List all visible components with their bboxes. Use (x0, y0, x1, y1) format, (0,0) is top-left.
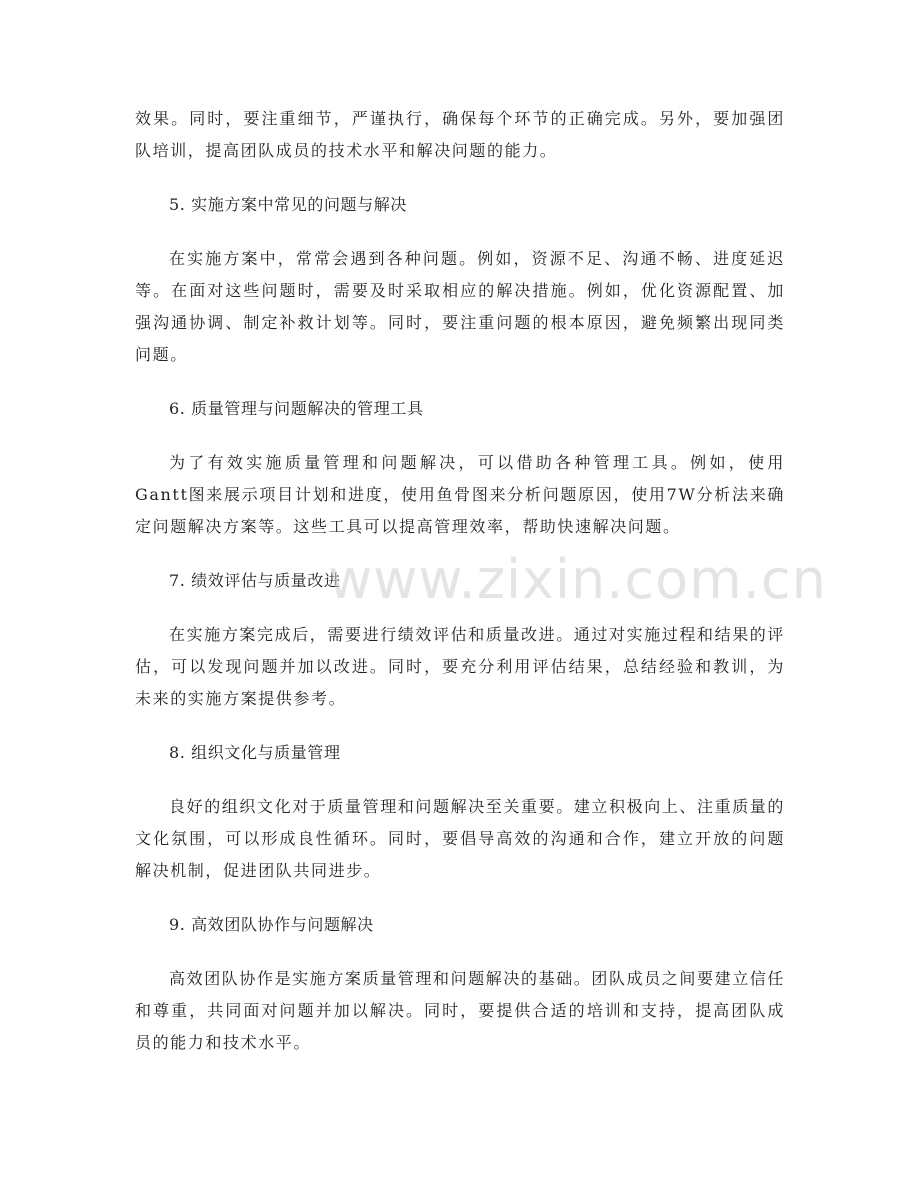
section-heading-5: 5. 实施方案中常见的问题与解决 (169, 195, 407, 214)
paragraph-section-7: 在实施方案完成后，需要进行绩效评估和质量改进。通过对实施过程和结果的评估，可以发现问题并加以改进。同时，要充分利用评估结果，总结经验和教训，为未来的实施方案提供参考。 (135, 625, 786, 708)
section-heading-9: 9. 高效团队协作与问题解决 (169, 915, 374, 934)
paragraph-section-5: 在实施方案中，常常会遇到各种问题。例如，资源不足、沟通不畅、进度延迟等。在面对这些问题时，需要及时采取相应的解决措施。例如，优化资源配置、加强沟通协调、制定补救计划等。同时，要注重问题的根本原因，避免频繁出现同类问题。 (135, 249, 785, 364)
section-heading-6: 6. 质量管理与问题解决的管理工具 (169, 399, 424, 418)
paragraph-section-8: 良好的组织文化对于质量管理和问题解决至关重要。建立积极向上、注重质量的文化氛围，可以形成良性循环。同时，要倡导高效的沟通和合作，建立开放的问题解决机制，促进团队共同进步。 (135, 797, 786, 880)
paragraph-continuation: 效果。同时，要注重细节，严谨执行，确保每个环节的正确完成。另外，要加强团队培训，提高团队成员的技术水平和解决问题的能力。 (135, 109, 785, 160)
paragraph-section-9: 高效团队协作是实施方案质量管理和问题解决的基础。团队成员之间要建立信任和尊重，共同面对问题并加以解决。同时，要提供合适的培训和支持，提高团队成员的能力和技术水平。 (135, 969, 786, 1052)
paragraph-section-6: 为了有效实施质量管理和问题解决，可以借助各种管理工具。例如，使用Gantt图来展示项目计划和进度，使用鱼骨图来分析问题原因，使用7W分析法来确定问题解决方案等。这些工具可以提高管理效率，帮助快速解决问题。 (135, 453, 785, 536)
section-heading-7: 7. 绩效评估与质量改进 (169, 571, 341, 590)
watermark-text: www.zixin.com.cn (328, 548, 827, 611)
section-heading-8: 8. 组织文化与质量管理 (169, 743, 341, 762)
